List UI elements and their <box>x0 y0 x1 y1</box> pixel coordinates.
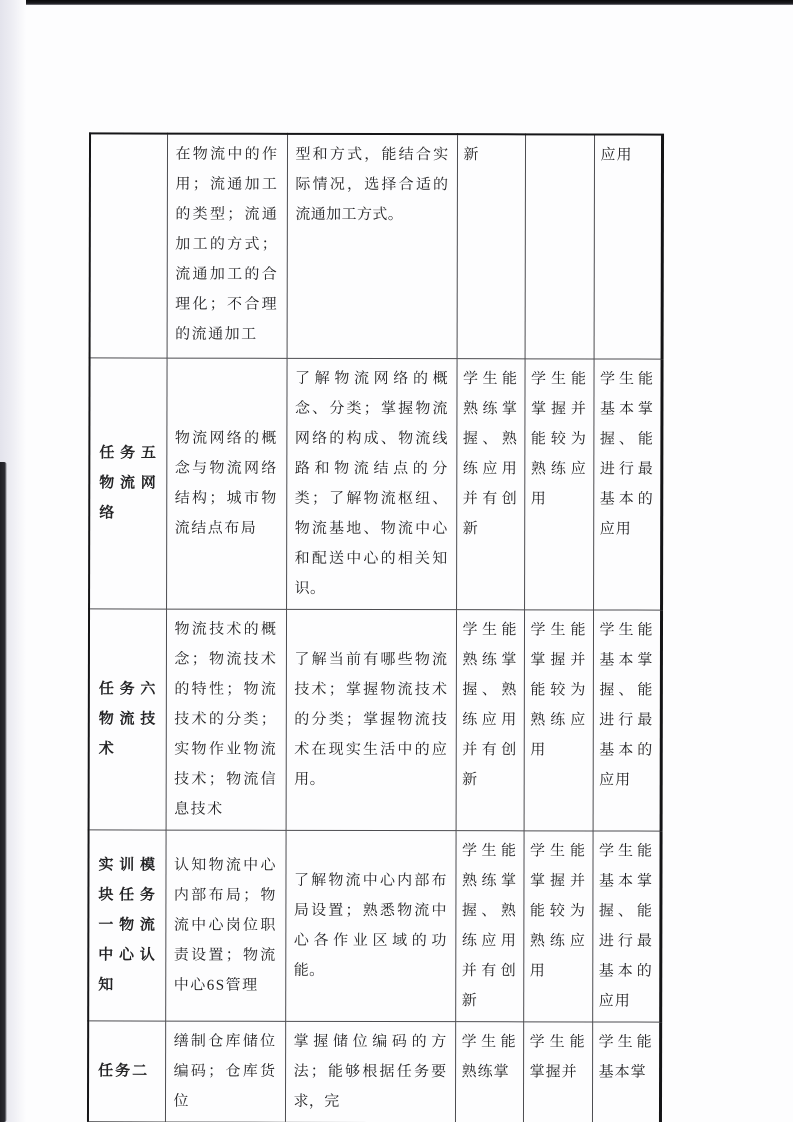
table-row <box>89 357 662 609</box>
table-row <box>88 1020 660 1122</box>
cell-content: 缮制仓库储位编码；仓库货位 <box>165 1021 285 1122</box>
cell-knowledge: 型和方式，能结合实际情况，选择合适的流通加工方式。 <box>287 134 457 358</box>
cell-level-good: 学生能掌握并能较为熟练应用 <box>523 830 592 1021</box>
table-row <box>90 133 662 358</box>
cell-level-excellent: 新 <box>457 134 525 358</box>
cell-knowledge: 掌握储位编码的方法；能够根据任务要求，完 <box>285 1021 455 1122</box>
table-row <box>88 829 660 1021</box>
cell-knowledge: 了解当前有哪些物流技术；掌握物流技术的分类；掌握物流技术在现实生活中的应用。 <box>286 609 456 830</box>
cell-level-basic: 学生能基本掌握、能进行最基本的应用 <box>593 609 661 830</box>
cell-task: 实训模块任务一物流中心认知 <box>88 829 165 1020</box>
table-row <box>89 608 661 830</box>
cell-level-good: 学生能掌握并 <box>523 1021 592 1122</box>
cell-level-excellent: 学生能熟练掌握、熟练应用并有创新 <box>456 358 525 609</box>
cell-task: 任务五物流网络 <box>89 357 167 608</box>
cell-task: 任务二 <box>88 1020 165 1122</box>
cell-level-good: 学生能掌握并能较为熟练应用 <box>524 358 594 609</box>
cell-task: 任务六物流技术 <box>89 608 166 829</box>
curriculum-table <box>87 132 664 1122</box>
cell-level-good: 学生能掌握并能较为熟练应用 <box>524 609 593 830</box>
cell-level-basic: 学生能基本掌握、能进行最基本的应用 <box>592 830 660 1021</box>
cell-level-basic: 学生能基本掌 <box>592 1021 660 1122</box>
cell-level-basic: 学生能基本掌握、能进行最基本的应用 <box>593 358 662 609</box>
cell-knowledge: 了解物流中心内部布局设置；熟悉物流中心各作业区域的功能。 <box>285 830 455 1021</box>
cell-level-excellent: 学生能熟练掌 <box>455 1021 523 1122</box>
cell-level-good <box>525 134 594 358</box>
cell-content: 物流技术的概念；物流技术的特性；物流技术的分类；实物作业物流技术；物流信息技术 <box>166 609 286 830</box>
cell-level-excellent: 学生能熟练掌握、熟练应用并有创新 <box>455 830 523 1021</box>
cell-knowledge: 了解物流网络的概念、分类；掌握物流网络的构成、物流线路和物流结点的分类；了解物流枢纽、物流基地、物流中心和配送中心的相关知识。 <box>286 358 457 609</box>
cell-level-basic: 应用 <box>594 134 662 358</box>
cell-content: 认知物流中心内部布局；物流中心岗位职责设置；物流中心6S管理 <box>165 830 285 1021</box>
scan-edge-dark-strip <box>0 462 7 1122</box>
cell-content: 在物流中的作用；流通加工的类型；流通加工的方式；流通加工的合理化；不合理的流通加工 <box>167 134 287 358</box>
cell-content: 物流网络的概念与物流网络结构；城市物流结点布局 <box>166 358 287 609</box>
cell-level-excellent: 学生能熟练掌握、熟练应用并有创新 <box>456 609 524 830</box>
cell-task <box>90 133 167 357</box>
scan-edge-shadow-top <box>0 0 793 5</box>
